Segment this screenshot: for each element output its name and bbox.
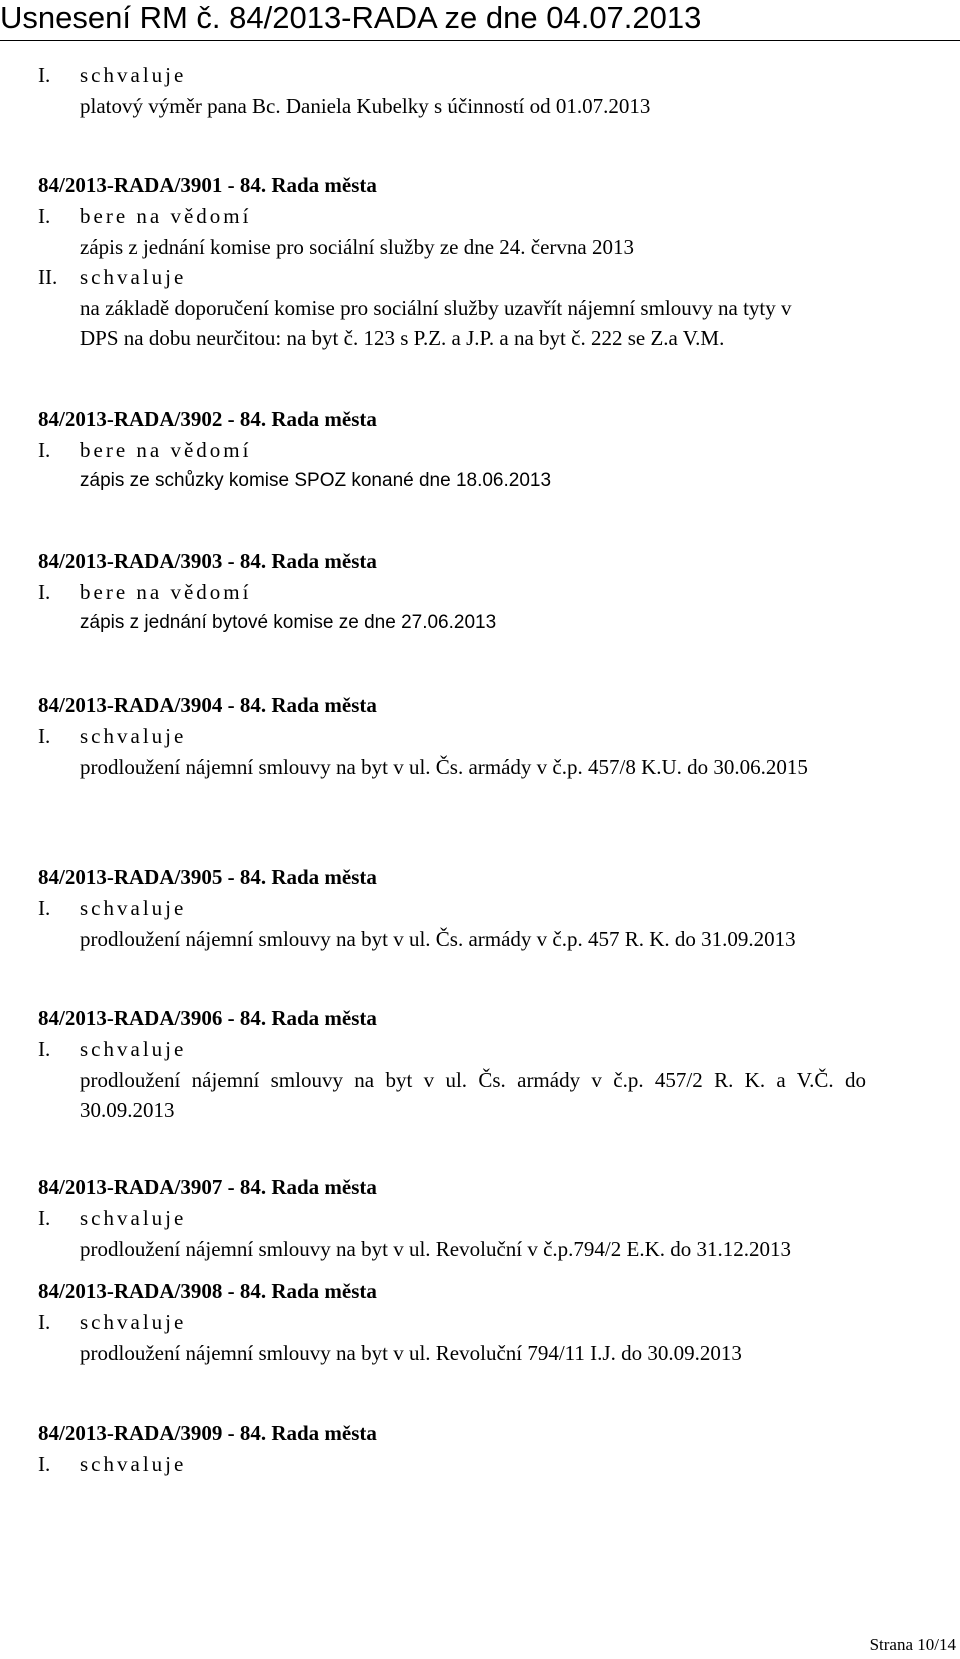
- resolution-heading: 84/2013-RADA/3908 - 84. Rada města: [38, 1279, 377, 1303]
- item-number: II.: [38, 265, 58, 289]
- resolution-3906: [38, 1003, 928, 1125]
- verb-line: [38, 1449, 928, 1480]
- verb-line: [38, 1307, 928, 1338]
- item-text: platový výměr pana Bc. Daniela Kubelky s účinností od 01.07.2013: [80, 94, 651, 118]
- item-number: I.: [38, 204, 51, 228]
- item-verb: schvaluje: [80, 265, 187, 289]
- resolution-heading: 84/2013-RADA/3904 - 84. Rada města: [38, 693, 377, 717]
- verb-line: [38, 893, 928, 924]
- resolution-3909: [38, 1418, 928, 1480]
- item-text: zápis z jednání komise pro sociální služby ze dne 24. června 2013: [80, 235, 634, 259]
- verb-line: [38, 60, 928, 91]
- item-number: I.: [38, 724, 51, 748]
- verb-line: [38, 201, 928, 232]
- item-verb: bere na vědomí: [80, 204, 252, 228]
- page-title: Usnesení RM č. 84/2013-RADA ze dne 04.07.2013: [0, 0, 702, 35]
- item-number: I.: [38, 1206, 51, 1230]
- resolution-3904: [38, 690, 928, 782]
- item-verb: schvaluje: [80, 896, 187, 920]
- item-verb: bere na vědomí: [80, 580, 252, 604]
- verb-line: [38, 721, 928, 752]
- item-number: I.: [38, 1452, 51, 1476]
- item-verb: schvaluje: [80, 1206, 187, 1230]
- intro-block: [38, 60, 928, 121]
- resolution-3908: [38, 1276, 928, 1368]
- item-text: na základě doporučení komise pro sociální služby uzavřít nájemní smlouvy na tyty v: [80, 296, 792, 320]
- item-verb: schvaluje: [80, 724, 187, 748]
- resolution-heading: 84/2013-RADA/3907 - 84. Rada města: [38, 1175, 377, 1199]
- item-verb: schvaluje: [80, 1452, 187, 1476]
- resolution-3907: [38, 1172, 928, 1264]
- page-number: Strana 10/14: [869, 1635, 956, 1654]
- item-number: I.: [38, 63, 51, 87]
- verb-line: [38, 435, 928, 466]
- item-text: DPS na dobu neurčitou: na byt č. 123 s P.Z. a J.P. a na byt č. 222 se Z.a V.M.: [80, 326, 725, 350]
- resolution-3902: [38, 404, 928, 496]
- item-text: prodloužení nájemní smlouvy na byt v ul. Revoluční 794/11 I.J. do 30.09.2013: [80, 1341, 742, 1365]
- item-verb: bere na vědomí: [80, 438, 252, 462]
- item-text: zápis ze schůzky komise SPOZ konané dne 18.06.2013: [80, 470, 552, 491]
- resolution-3905: [38, 862, 928, 954]
- resolution-heading: 84/2013-RADA/3901 - 84. Rada města: [38, 173, 377, 197]
- resolution-heading: 84/2013-RADA/3903 - 84. Rada města: [38, 549, 377, 573]
- item-verb: schvaluje: [80, 1037, 187, 1061]
- item-number: I.: [38, 1037, 51, 1061]
- verb-line: [38, 1203, 928, 1234]
- item-text: prodloužení nájemní smlouvy na byt v ul. Čs. armády v č.p. 457/8 K.U. do 30.06.2015: [80, 755, 808, 779]
- resolution-3901: [38, 170, 928, 353]
- title-divider: [0, 40, 960, 41]
- item-text: prodloužení nájemní smlouvy na byt v ul. Čs. armády v č.p. 457/2 R. K. a V.Č. do 30.09.2013: [80, 1068, 866, 1122]
- item-number: I.: [38, 580, 51, 604]
- item-text: prodloužení nájemní smlouvy na byt v ul. Čs. armády v č.p. 457 R. K. do 31.09.2013: [80, 927, 796, 951]
- item-number: I.: [38, 1310, 51, 1334]
- resolution-heading: 84/2013-RADA/3909 - 84. Rada města: [38, 1421, 377, 1445]
- item-verb: schvaluje: [80, 1310, 187, 1334]
- resolution-heading: 84/2013-RADA/3902 - 84. Rada města: [38, 407, 377, 431]
- item-number: I.: [38, 896, 51, 920]
- item-verb: schvaluje: [80, 63, 187, 87]
- item-text: zápis z jednání bytové komise ze dne 27.06.2013: [80, 612, 497, 633]
- item-text: prodloužení nájemní smlouvy na byt v ul. Revoluční v č.p.794/2 E.K. do 31.12.2013: [80, 1237, 791, 1261]
- resolution-3903: [38, 546, 928, 638]
- verb-line: [38, 262, 928, 293]
- verb-line: [38, 1034, 928, 1065]
- verb-line: [38, 577, 928, 608]
- item-number: I.: [38, 438, 51, 462]
- resolution-heading: 84/2013-RADA/3905 - 84. Rada města: [38, 865, 377, 889]
- resolution-heading: 84/2013-RADA/3906 - 84. Rada města: [38, 1006, 377, 1030]
